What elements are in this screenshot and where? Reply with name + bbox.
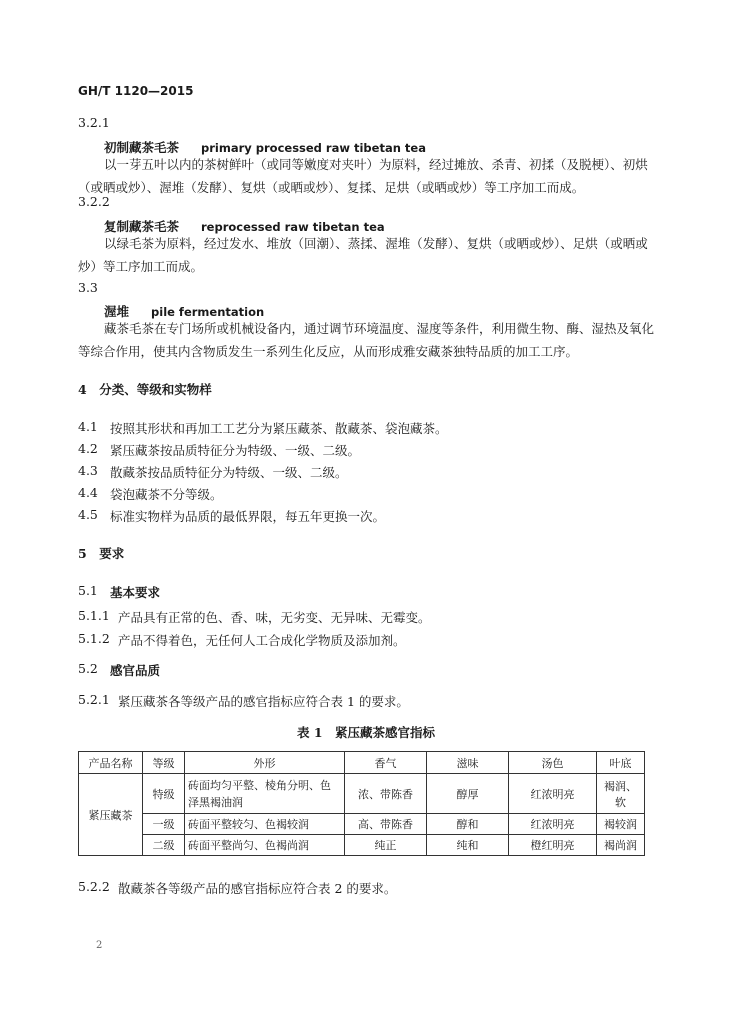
header-cell: 外形 [185, 752, 345, 774]
aroma-cell: 高、带陈香 [345, 814, 427, 835]
clause-text: 产品具有正常的色、香、味，无劣变、无异味、无霉变。 [118, 610, 431, 625]
leaf-base-cell: 褐尚润 [597, 835, 645, 856]
clause-text: 产品不得着色，无任何人工合成化学物质及添加剂。 [118, 633, 406, 648]
grade-cell: 一级 [143, 814, 185, 835]
clause-number: 3.2.2 [78, 194, 110, 209]
taste-cell: 纯和 [427, 835, 509, 856]
aroma-cell: 浓、带陈香 [345, 774, 427, 814]
clause-text: 紧压藏茶各等级产品的感官指标应符合表 1 的要求。 [118, 694, 409, 709]
table-caption: 表 1 紧压藏茶感官指标 [296, 725, 436, 740]
product-name-cell: 紧压藏茶 [79, 774, 143, 856]
term-en: primary processed raw tibetan tea [201, 141, 426, 155]
liquor-color-cell: 红浓明亮 [509, 814, 597, 835]
header-cell: 滋味 [427, 752, 509, 774]
standard-code: GH/T 1120—2015 [78, 84, 194, 98]
clause-text: 紧压藏茶按品质特征分为特级、一级、二级。 [110, 443, 361, 458]
section-heading: 4 分类、等级和实物样 [78, 382, 212, 397]
header-cell: 香气 [345, 752, 427, 774]
grade-cell: 特级 [143, 774, 185, 814]
term-definition: 以绿毛茶为原料，经过发水、堆放（回潮）、蒸揉、渥堆（发酵）、复烘（或晒或炒）、足烘（或晒或炒）等工序加工而成。 [78, 236, 648, 274]
liquor-color-cell: 橙红明亮 [509, 835, 597, 856]
clause-title: 感官品质 [110, 663, 161, 678]
clause-text: 散藏茶各等级产品的感官指标应符合表 2 的要求。 [118, 881, 397, 896]
clause-number: 4.3 [78, 463, 98, 478]
header-cell: 产品名称 [79, 752, 143, 774]
term-en: reprocessed raw tibetan tea [201, 220, 385, 234]
term-zh: 初制藏茶毛茶 [104, 140, 180, 155]
term-zh: 渥堆 [104, 304, 130, 319]
header-cell: 叶底 [597, 752, 645, 774]
table-row [79, 835, 645, 856]
clause-number: 5.2 [78, 661, 98, 676]
clause-number: 3.2.1 [78, 115, 110, 130]
clause-number: 5.1 [78, 583, 98, 598]
term-en: pile fermentation [151, 305, 265, 319]
section-heading: 5 要求 [78, 546, 125, 561]
table-row [79, 814, 645, 835]
clause-number: 4.4 [78, 485, 98, 500]
clause-number: 5.2.1 [78, 692, 110, 707]
grade-cell: 二级 [143, 835, 185, 856]
page-number: 2 [96, 940, 103, 951]
table-header-row [79, 752, 645, 774]
term-definition: 以一芽五叶以内的茶树鲜叶（或同等嫩度对夹叶）为原料，经过摊放、杀青、初揉（及脱梗）、初烘（或晒或炒）、渥堆（发酵）、复烘（或晒或炒）、复揉、足烘（或晒或炒）等工序加工而成。 [78, 157, 648, 195]
shape-cell: 砖面平整较匀、色褐较润 [185, 814, 345, 835]
header-cell: 汤色 [509, 752, 597, 774]
clause-number: 5.1.2 [78, 631, 110, 646]
aroma-cell: 纯正 [345, 835, 427, 856]
clause-number: 5.1.1 [78, 608, 110, 623]
clause-number: 4.1 [78, 419, 98, 434]
clause-text: 标准实物样为品质的最低界限，每五年更换一次。 [110, 509, 386, 524]
header-cell: 等级 [143, 752, 185, 774]
liquor-color-cell: 红浓明亮 [509, 774, 597, 814]
clause-text: 袋泡藏茶不分等级。 [110, 487, 223, 502]
clause-title: 基本要求 [110, 585, 161, 600]
clause-number: 4.5 [78, 507, 98, 522]
clause-number: 5.2.2 [78, 879, 110, 894]
taste-cell: 醇厚 [427, 774, 509, 814]
clause-text: 散藏茶按品质特征分为特级、一级、二级。 [110, 465, 348, 480]
shape-cell: 砖面均匀平整、棱角分明、色泽黑褐油润 [185, 774, 345, 814]
clause-number: 3.3 [78, 280, 98, 295]
clause-text: 按照其形状和再加工工艺分为紧压藏茶、散藏茶、袋泡藏茶。 [110, 421, 448, 436]
sensory-table [78, 751, 645, 856]
term-definition: 藏茶毛茶在专门场所或机械设备内，通过调节环境温度、湿度等条件，利用微生物、酶、湿热及氧化等综合作用，使其内含物质发生一系列生化反应，从而形成雅安藏茶独特品质的加工工序。 [78, 321, 655, 359]
shape-cell: 砖面平整尚匀、色褐尚润 [185, 835, 345, 856]
leaf-base-cell: 褐润、软 [597, 774, 645, 814]
leaf-base-cell: 褐较润 [597, 814, 645, 835]
table-row [79, 774, 645, 814]
clause-number: 4.2 [78, 441, 98, 456]
term-zh: 复制藏茶毛茶 [104, 219, 180, 234]
taste-cell: 醇和 [427, 814, 509, 835]
